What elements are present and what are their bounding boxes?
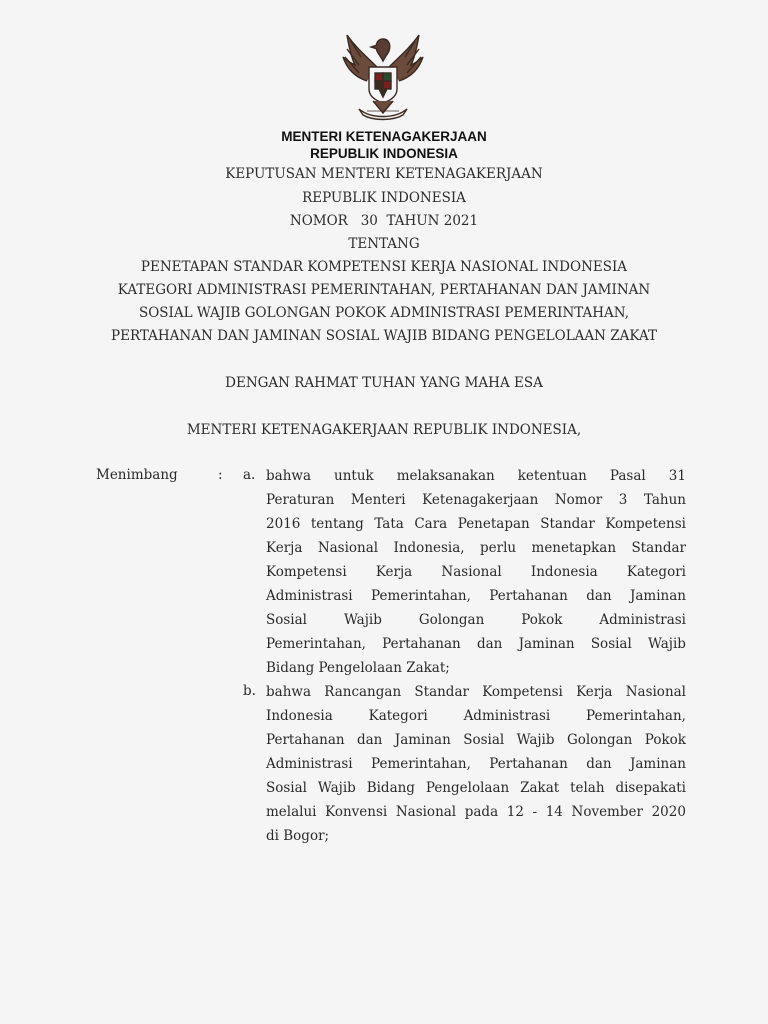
considering-colon: : <box>218 467 223 483</box>
item-a-line: Bidang Pengelolaan Zakat; <box>266 660 450 676</box>
item-a-line: bahwa untuk melaksanakan ketentuan Pasal 31 <box>266 468 686 484</box>
decree-subject-line: SOSIAL WAJIB GOLONGAN POKOK ADMINISTRASI PEMERINTAHAN, <box>138 305 630 321</box>
item-b-line: di Bogor; <box>266 828 330 844</box>
item-a-line: Kompetensi Kerja Nasional Indonesia Kategori <box>266 564 686 580</box>
decree-title-line2: REPUBLIK INDONESIA <box>302 190 466 206</box>
decree-subject-line: KATEGORI ADMINISTRASI PEMERINTAHAN, PERTAHANAN DAN JAMINAN <box>117 282 651 298</box>
item-a-line: 2016 tentang Tata Cara Penetapan Standar Kompetensi <box>266 516 686 532</box>
decree-about: TENTANG <box>348 236 420 252</box>
item-b-line: Sosial Wajib Bidang Pengelolaan Zakat telah disepakati <box>266 780 686 796</box>
item-b-line: Administrasi Pemerintahan, Pertahanan dan Jaminan <box>266 756 686 772</box>
ministry-name-line2: REPUBLIK INDONESIA <box>310 146 458 161</box>
item-b-line: bahwa Rancangan Standar Kompetensi Kerja Nasional <box>266 684 686 700</box>
decree-number: NOMOR 30 TAHUN 2021 <box>289 213 479 229</box>
garuda-emblem-icon <box>337 27 429 123</box>
item-a-line: Pemerintahan, Pertahanan dan Jaminan Sosial Wajib <box>266 636 686 652</box>
decree-subject-line: PERTAHANAN DAN JAMINAN SOSIAL WAJIB BIDANG PENGELOLAAN ZAKAT <box>111 328 657 344</box>
item-b-line: Pertahanan dan Jaminan Sosial Wajib Golongan Pokok <box>266 732 686 748</box>
item-a-line: Sosial Wajib Golongan Pokok Administrasi <box>266 612 686 628</box>
item-a-line: Peraturan Menteri Ketenagakerjaan Nomor 3 Tahun <box>266 492 686 508</box>
ministry-name-line1: MENTERI KETENAGAKERJAAN <box>281 129 487 144</box>
item-b-line: Indonesia Kategori Administrasi Pemerintahan, <box>266 708 686 724</box>
considering-label: Menimbang <box>96 467 178 483</box>
decree-title-line1: KEPUTUSAN MENTERI KETENAGAKERJAAN <box>225 166 543 182</box>
blessing-line: DENGAN RAHMAT TUHAN YANG MAHA ESA <box>225 375 543 391</box>
issuer-line: MENTERI KETENAGAKERJAAN REPUBLIK INDONESIA, <box>186 422 582 438</box>
item-a-line: Kerja Nasional Indonesia, perlu menetapkan Standar <box>266 540 686 556</box>
item-a-line: Administrasi Pemerintahan, Pertahanan dan Jaminan <box>266 588 686 604</box>
decree-subject-line: PENETAPAN STANDAR KOMPETENSI KERJA NASIONAL INDONESIA <box>140 259 628 275</box>
item-letter: b. <box>243 683 256 699</box>
item-letter: a. <box>243 467 256 483</box>
item-b-line: melalui Konvensi Nasional pada 12 - 14 November 2020 <box>266 804 686 820</box>
